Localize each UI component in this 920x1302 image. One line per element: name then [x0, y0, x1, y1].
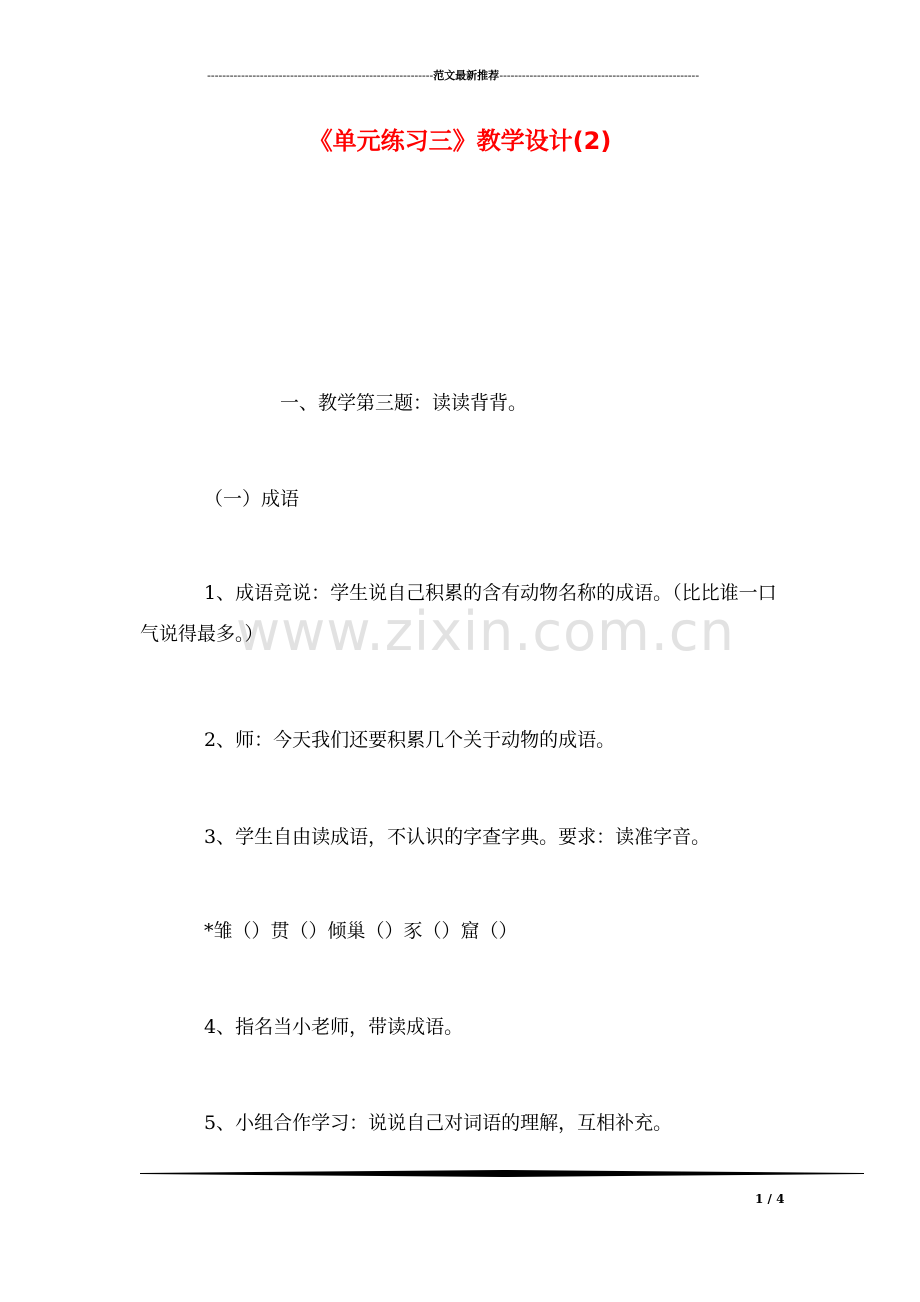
paragraph-item-4: 4、指名当小老师，带读成语。: [204, 1016, 464, 1038]
paragraph-item-5: 5、小组合作学习：说说自己对词语的理解，互相补充。: [204, 1112, 673, 1134]
paragraph-idiom-list: *雏（）贯（）倾巢（）豕（）窟（）: [204, 920, 518, 942]
paragraph-subheading: （一）成语: [204, 488, 300, 510]
paragraph-item-1: 1、成语竞说：学生说自己积累的含有动物名称的成语。（比比谁一口气说得最多。）: [140, 582, 777, 645]
paragraph-item-3: 3、学生自由读成语，不认识的字查字典。要求：读准字音。: [204, 826, 711, 848]
document-title: 《单元练习三》教学设计(2): [308, 127, 612, 155]
footer-rule: [140, 1170, 864, 1178]
header-banner: [138, 68, 768, 84]
header-dashes-right: -----------------------------------------------------: [499, 69, 699, 82]
header-dashes-left: ------------------------------------------------------------: [207, 69, 434, 82]
header-label: 范文最新推荐: [433, 69, 500, 82]
page-number: 1 / 4: [755, 1192, 785, 1206]
paragraph-item-2: 2、师：今天我们还要积累几个关于动物的成语。: [204, 729, 616, 751]
watermark: www.zixin.com.cn: [236, 600, 735, 663]
paragraph-section-heading: 一、教学第三题：读读背背。: [280, 392, 528, 414]
